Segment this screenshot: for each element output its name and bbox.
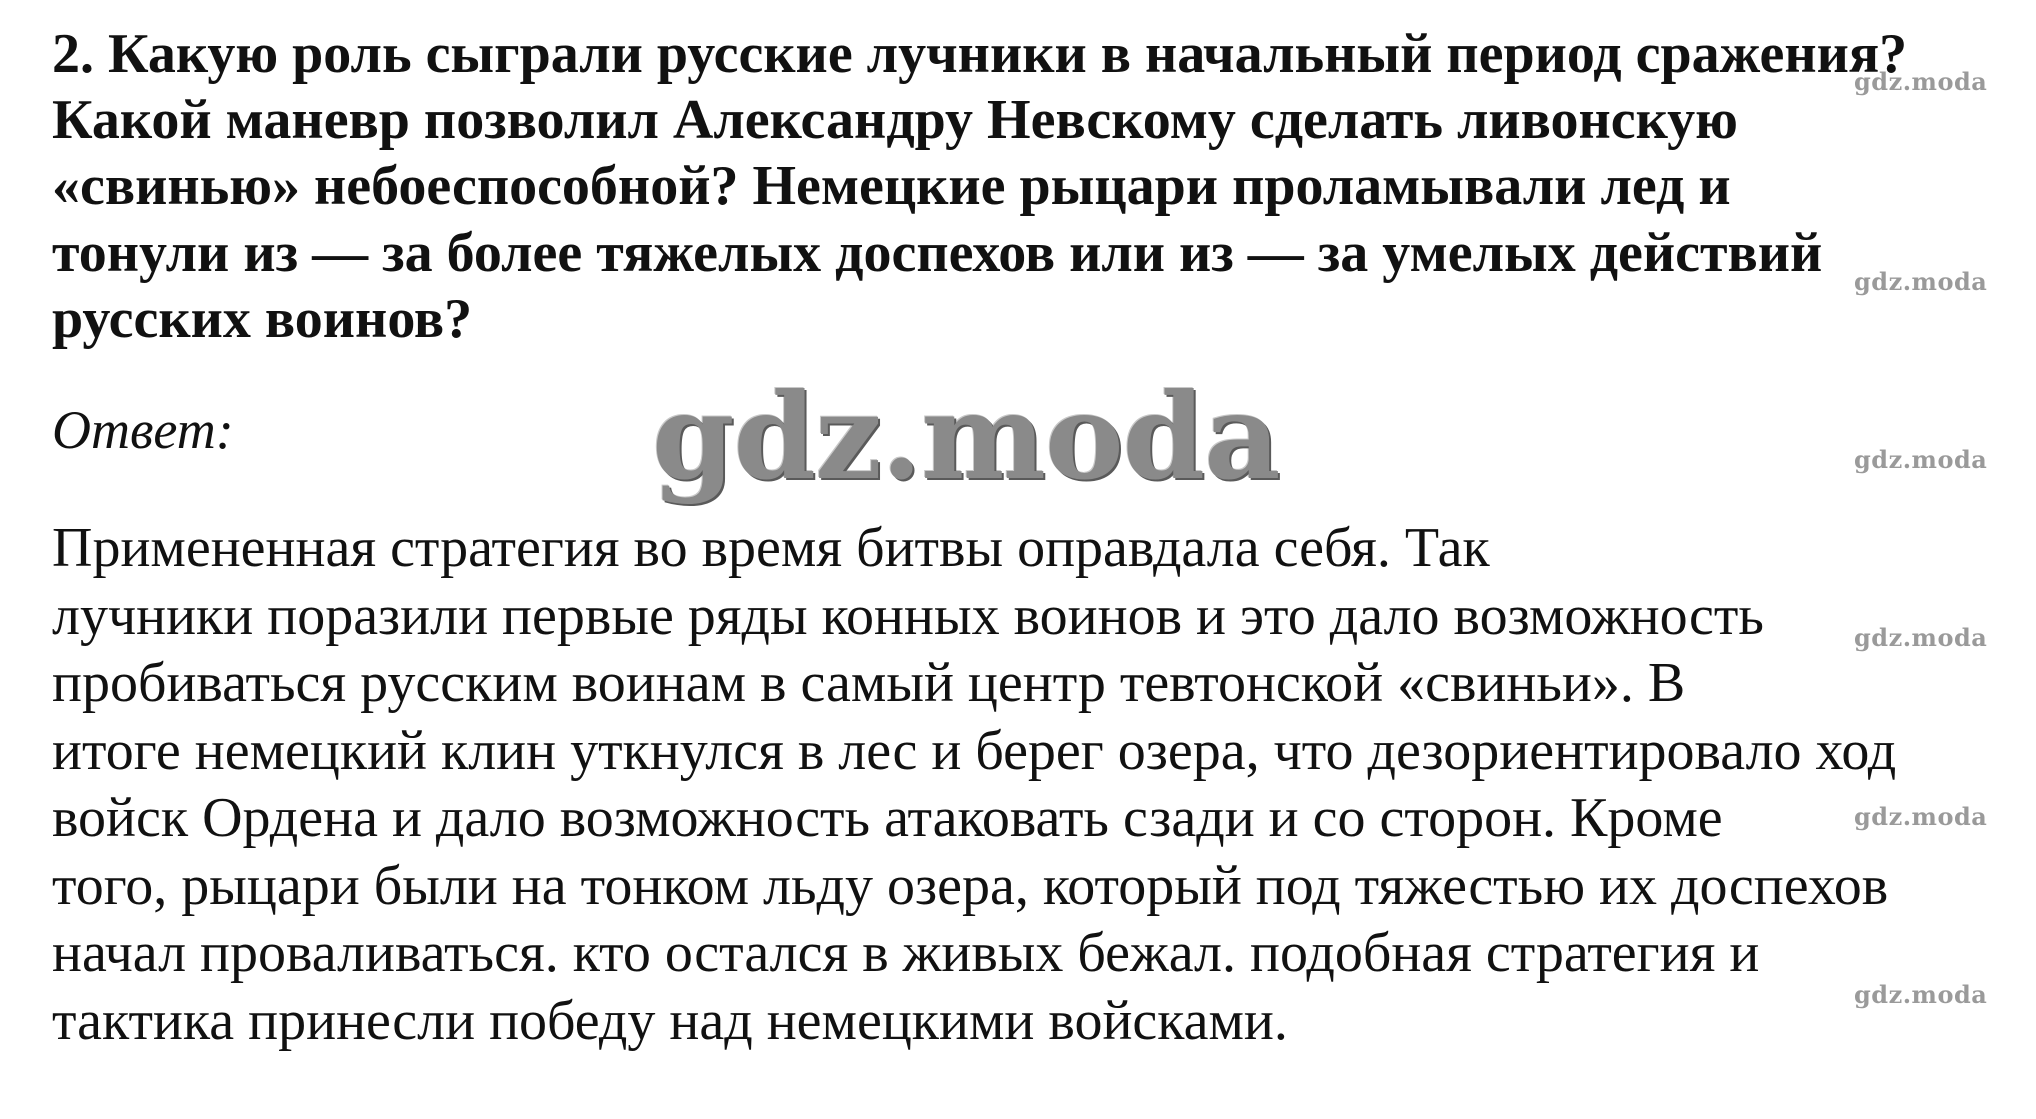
watermark-small: gdz.moda [1854, 980, 1988, 1009]
answer-line-4: итоге немецкий клин уткнулся в лес и берег озера, что дезориентировало ход [52, 720, 1897, 782]
answer-line-3: пробиваться русским воинам в самый центр тевтонской «свиньи». В [52, 652, 1686, 714]
watermark-small: gdz.moda [1854, 445, 1988, 474]
answer-line-5: войск Ордена и дало возможность атаковать сзади и со сторон. Кроме [52, 787, 1723, 849]
answer-line-1: Примененная стратегия во время битвы оправдала себя. Так [52, 517, 1490, 579]
question-line-1: 2. Какую роль сыграли русские лучники в начальный период сражения? [52, 23, 1908, 85]
question-line-2: Какой маневр позволил Александру Невскому сделать ливонскую [52, 89, 1738, 151]
watermark-small: gdz.moda [1854, 623, 1988, 652]
watermark-small: gdz.moda [1854, 802, 1988, 831]
answer-label: Ответ: [52, 400, 234, 460]
answer-line-6: того, рыцари были на тонком льду озера, который под тяжестью их доспехов [52, 855, 1889, 917]
question-line-4: тонули из — за более тяжелых доспехов или из — за умелых действий [52, 222, 1823, 284]
answer-line-8: тактика принесли победу над немецкими войсками. [52, 990, 1288, 1052]
watermark-small: gdz.moda [1854, 67, 1988, 96]
answer-line-7: начал проваливаться. кто остался в живых бежал. подобная стратегия и [52, 922, 1760, 984]
question-line-3: «свинью» небоеспособной? Немецкие рыцари проламывали лед и [52, 155, 1731, 217]
watermark-large: gdz.moda [652, 367, 1280, 506]
question-line-5: русских воинов? [52, 288, 473, 350]
watermark-small: gdz.moda [1854, 267, 1988, 296]
answer-line-2: лучники поразили первые ряды конных воинов и это дало возможность [52, 585, 1764, 647]
